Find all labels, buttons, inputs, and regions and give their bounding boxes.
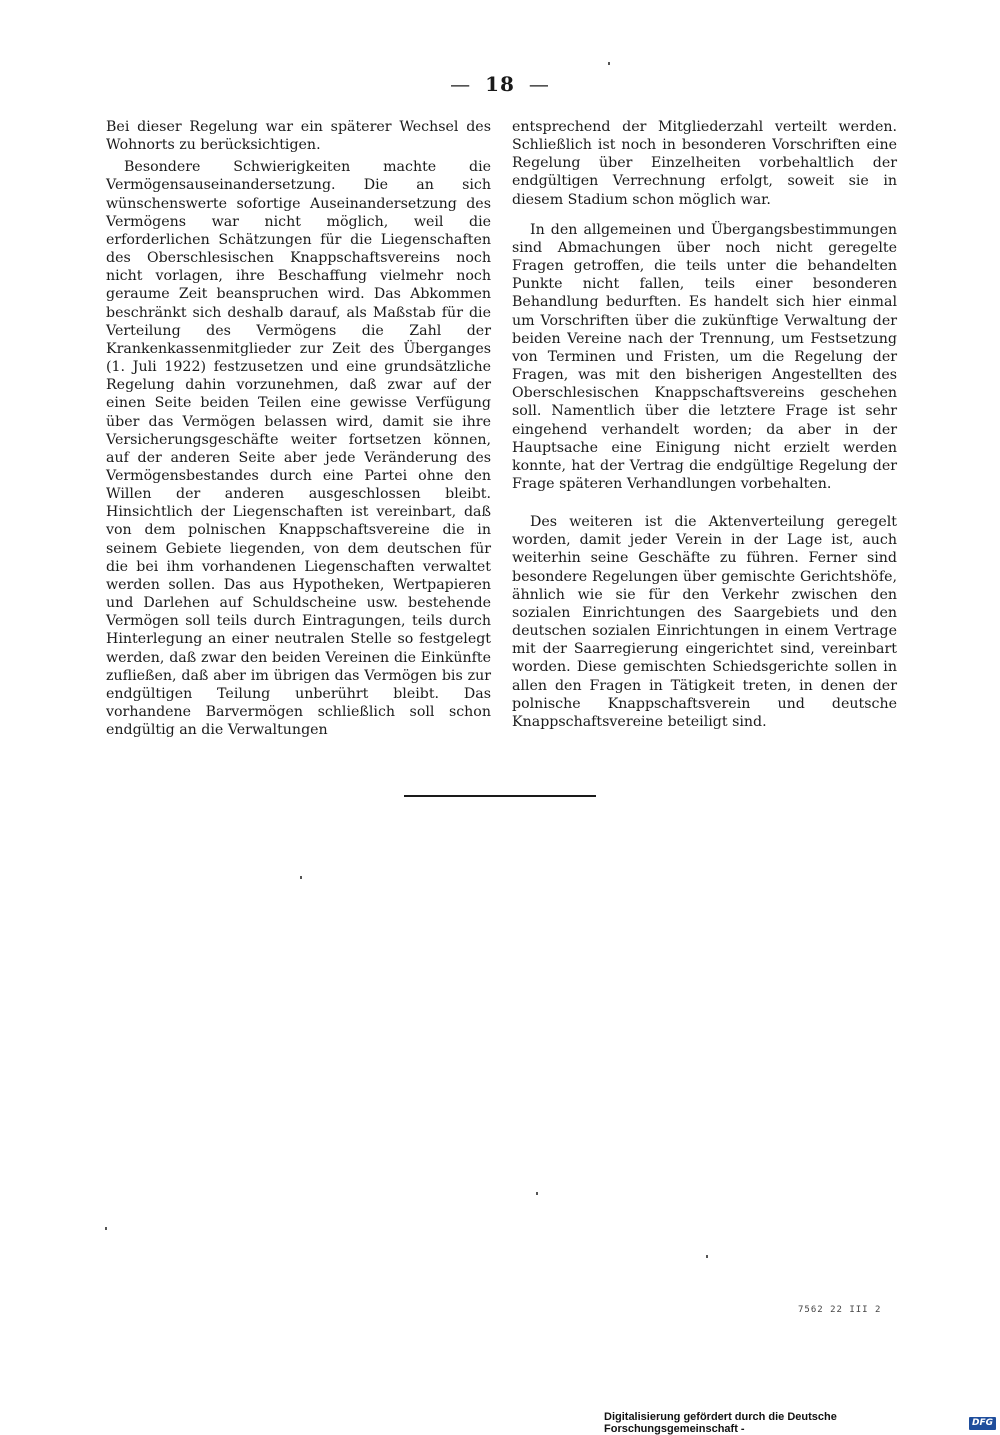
scan-speck <box>300 876 302 879</box>
page-number: — 18 — <box>450 72 550 96</box>
print-code: 7562 22 III 2 <box>798 1305 882 1315</box>
paragraph: Besondere Schwierigkeiten machte die Vermögensauseinandersetzung. Die an sich wünschenswerte sofortige Auseinandersetzung des Vermögens war nicht möglich, weil die erforderlichen Schätzungen für die Liegenschaften des Oberschlesischen Knappschaftsvereins noch nicht vorlagen, ihre Beschaffung vielmehr noch geraume Zeit beanspruchen wird. Das Abkommen beschränkt sich deshalb darauf, als Maßstab für die Verteilung des Vermögens die Zahl der Krankenkassenmitglieder zur Zeit des Überganges (1. Juli 1922) festzusetzen und eine grundsätzliche Regelung dahin vorzunehmen, daß zwar auf der einen Seite beiden Teilen eine gewisse Verfügung über das Vermögen belassen wird, damit sie ihre Versicherungsgeschäfte weiter fortsetzen können, auf der anderen Seite aber jede Veränderung des Vermögensbestandes durch eine Partei ohne den Willen der anderen ausgeschlossen bleibt. Hinsichtlich der Liegenschaften ist vereinbart, daß von dem polnischen Knappschaftsvereine die in seinem Gebiete liegenden, von dem deutschen für die bei ihm vorhandenen Liegenschaften verwaltet werden sollen. Das aus Hypotheken, Wertpapieren und Darlehen auf Schuldscheine usw. bestehende Vermögen soll teils durch Eintragungen, teils durch Hinterlegung an einer neutralen Stelle so festgelegt werden, daß zwar den beiden Vereinen die Einkünfte zufließen, daß aber im übrigen das Vermögen bis zur endgültigen Teilung unberührt bleibt. Das vorhandene Barvermögen schließlich soll schon endgültig an die Verwaltungen <box>106 159 491 739</box>
scan-speck <box>706 1255 708 1258</box>
section-divider <box>404 795 596 797</box>
paragraph: Des weiteren ist die Aktenverteilung geregelt worden, damit jeder Verein in der Lage ist, auch weiterhin seine Geschäfte zu führen. Ferner sind besondere Regelungen über gemischte Gerichtshöfe, ähnlich wie sie für den Verkehr zwischen den sozialen Einrichtungen des Saargebiets und den deutschen sozialen Einrichtungen in einem Vertrage mit der Saarregierung eingerichtet sind, vereinbart worden. Diese gemischten Schiedsgerichte sollen in allen den Fragen in Tätigkeit treten, in denen der polnische Knappschaftsverein und deutsche Knappschaftsvereine beteiligt sind. <box>512 514 897 730</box>
scan-speck <box>105 1227 107 1230</box>
scan-speck <box>608 62 610 65</box>
paragraph: entsprechend der Mitgliederzahl verteilt werden. Schließlich ist noch in besonderen Vorschriften eine Regelung über Einzelheiten vorbehaltlich der endgültigen Verrechnung erfolgt, soweit sie in diesem Stadium schon möglich war. <box>512 119 897 208</box>
left-column <box>106 118 491 739</box>
paragraph: In den allgemeinen und Übergangsbestimmungen sind Abmachungen über noch nicht geregelte Fragen getroffen, die teils unter die behandelten Punkte nicht fallen, teils einer besonderen Behandlung bedurften. Es handelt sich hier einmal um Vorschriften über die zukünftige Verwaltung der beiden Vereine nach der Trennung, um Festsetzung von Terminen und Fristen, um die Regelung der Fragen, was mit den bisherigen Angestellten des Oberschlesischen Knappschaftsvereins geschehen soll. Namentlich über die letztere Frage ist sehr eingehend verhandelt worden; da aber in der Hauptsache eine Einigung nicht erzielt werden konnte, hat der Vertrag die endgültige Regelung der Frage späteren Verhandlungen vorbehalten. <box>512 221 897 492</box>
scan-speck <box>536 1192 538 1195</box>
dfg-logo: DFG <box>969 1417 996 1430</box>
footer <box>604 1411 996 1435</box>
footer-text: Digitalisierung gefördert durch die Deutsche Forschungsgemeinschaft - <box>604 1411 837 1435</box>
paragraph: Bei dieser Regelung war ein späterer Wechsel des Wohnorts zu berücksichtigen. <box>106 119 491 154</box>
page-number-value: 18 <box>485 72 515 96</box>
right-column <box>512 118 897 731</box>
